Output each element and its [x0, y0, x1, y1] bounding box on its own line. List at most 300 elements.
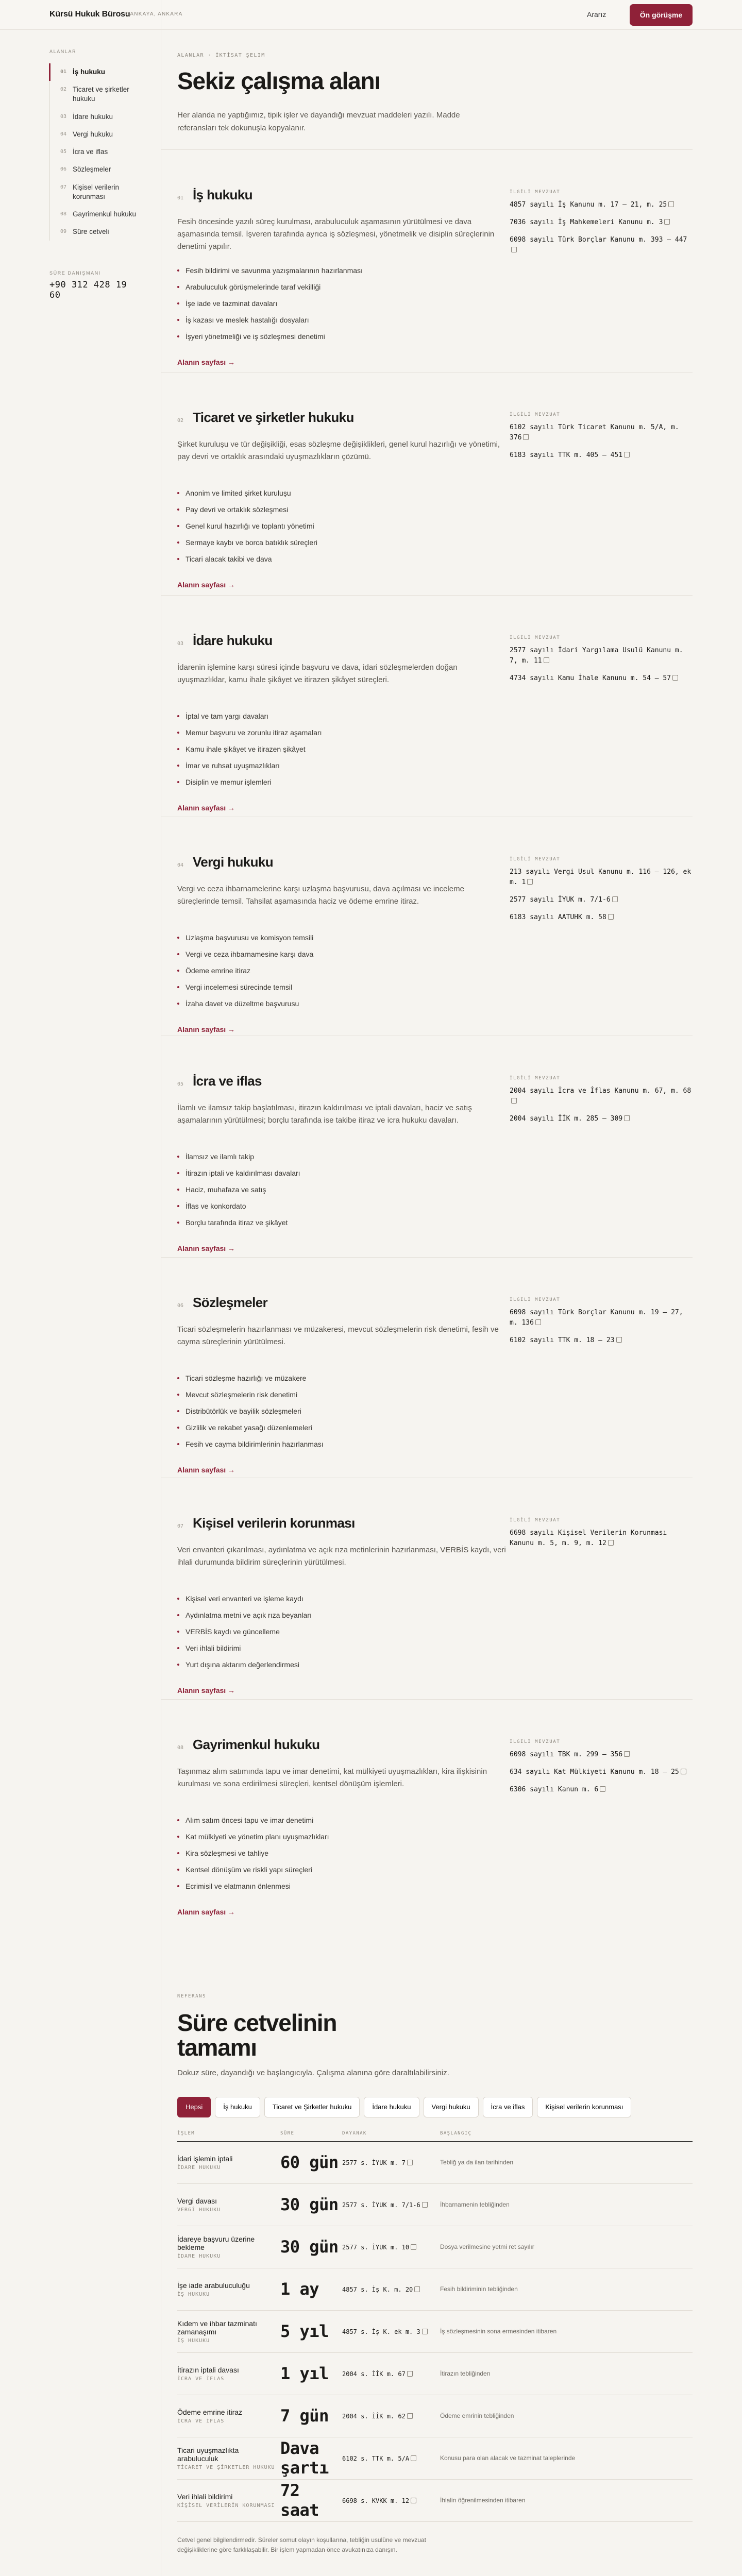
copy-icon[interactable] [668, 201, 674, 207]
durations-caption: REFERANS [177, 1994, 207, 1999]
area-task-item: İşe iade ve tazminat davaları [177, 295, 506, 312]
start-note: Ödeme emrinin tebliğinden [440, 2412, 514, 2420]
filter-tab[interactable]: Kişisel verilerin korunması [537, 2097, 631, 2117]
sidebar-phone-caption: SÜRE DANIŞMANI [49, 270, 101, 276]
copy-icon[interactable] [681, 1769, 686, 1774]
table-row [177, 2395, 693, 2437]
cell-basis [342, 2226, 440, 2268]
action-title: İtirazın iptali davası [177, 2365, 239, 2374]
action-area: İDARE HUKUKU [177, 2253, 221, 2259]
area-task-item: Kentsel dönüşüm ve riskli yapı süreçleri [177, 1861, 506, 1878]
table-row [177, 2141, 693, 2183]
law-reference-text: 2577 sayılı İdari Yargılama Usulü Kanunu m. 7, m. 11 [510, 647, 683, 665]
sidebar-item-number: 04 [60, 131, 67, 137]
area-task-item: Haciz, muhafaza ve satış [177, 1181, 506, 1198]
duration-table-section [177, 1994, 693, 2555]
law-reference-text: 7036 sayılı İş Mahkemeleri Kanunu m. 3 [510, 218, 663, 227]
area-task-item: Ecrimisil ve elatmanın önlenmesi [177, 1878, 506, 1894]
area-page-link[interactable]: Alanın sayfası → [177, 1908, 235, 1916]
area-task-item: İptal ve tam yargı davaları [177, 708, 506, 724]
table-row [177, 2437, 693, 2479]
page-lead: Her alanda ne yaptığımız, tipik işler ve dayandığı mevzuat maddeleri yazılı. Madde referansları tek dokunuşla kopyalanır. [177, 111, 460, 132]
area-task-item: Sermaye kaybı ve borca batıklık süreçleri [177, 534, 506, 551]
cell-action [177, 2141, 280, 2183]
area-title: Vergi hukuku [193, 854, 274, 870]
law-reference[interactable] [510, 1335, 693, 1346]
related-law-caption: İLGİLİ MEVZUAT [510, 1518, 561, 1523]
sidebar-list [49, 63, 140, 241]
sidebar-item-label: Vergi hukuku [73, 130, 113, 138]
area-task-item: VERBİS kaydı ve güncelleme [177, 1623, 506, 1640]
sidebar-item-label: İş hukuku [73, 68, 106, 76]
cell-start [440, 2352, 693, 2395]
area-number: 01 [177, 195, 184, 201]
filter-tabs [177, 2097, 693, 2117]
copy-icon[interactable] [624, 1751, 630, 1757]
cell-action [177, 2395, 280, 2437]
law-reference-text: 4857 sayılı İş Kanunu m. 17 – 21, m. 25 [510, 201, 667, 209]
sidebar-item-number: 03 [60, 113, 67, 120]
sidebar-phone-number[interactable]: +90 312 428 19 60 [49, 280, 127, 301]
practice-area-section [161, 1478, 693, 1699]
area-task-item: İlamsız ve ilamlı takip [177, 1148, 506, 1165]
related-law-list [510, 1518, 693, 1556]
law-reference-text: 6098 sayılı Türk Borçlar Kanunu m. 19 – 27, m. 136 [510, 1309, 683, 1327]
sidebar-phone-block [49, 270, 140, 300]
related-law-caption: İLGİLİ MEVZUAT [510, 1297, 561, 1302]
area-task-item: Kira sözleşmesi ve tahliye [177, 1845, 506, 1861]
basis-reference[interactable]: 2577 s. İYUK m. 10 [342, 2244, 410, 2251]
duration-value: 60 gün [280, 2153, 339, 2173]
filter-tab[interactable]: Hepsi [177, 2097, 211, 2117]
table-row [177, 2352, 693, 2395]
action-title: Vergi davası [177, 2196, 217, 2205]
column-header: SÜRE [280, 2131, 342, 2142]
copy-icon[interactable] [544, 657, 549, 663]
area-task-list [177, 1590, 506, 1673]
area-number: 04 [177, 862, 184, 868]
table-header-row [177, 2131, 693, 2142]
filter-tab[interactable]: Vergi hukuku [424, 2097, 479, 2117]
area-task-item: Gizlilik ve rekabet yasağı düzenlemeleri [177, 1419, 506, 1436]
law-reference[interactable] [510, 1767, 693, 1777]
area-title: Gayrimenkul hukuku [193, 1737, 320, 1752]
filter-tab[interactable]: Ticaret ve Şirketler hukuku [264, 2097, 360, 2117]
sidebar-item[interactable] [50, 206, 140, 223]
brand-logo-text[interactable]: Kürsü Hukuk Bürosu [49, 10, 130, 19]
law-reference[interactable] [510, 1750, 693, 1760]
cell-duration [280, 2310, 342, 2352]
area-task-item: İzaha davet ve düzeltme başvurusu [177, 995, 506, 1012]
copy-icon[interactable] [411, 2244, 416, 2250]
related-law-caption: İLGİLİ MEVZUAT [510, 412, 561, 417]
sidebar-item-label: Ticaret ve şirketler hukuku [73, 86, 129, 103]
practice-area-section [161, 817, 693, 1038]
copy-icon[interactable] [511, 1098, 517, 1104]
law-reference-text: 634 sayılı Kat Mülkiyeti Kanunu m. 18 – 25 [510, 1768, 679, 1776]
copy-icon[interactable] [600, 1786, 605, 1792]
area-description: Taşınmaz alım satımında tapu ve imar denetimi, kat mülkiyeti uyuşmazlıkları, kira ilişkisinin kurulması ve sona erdirilmesi süreçleri, kentsel dönüşüm işlemleri. [177, 1767, 487, 1788]
sidebar-item-number: 06 [60, 166, 67, 173]
area-description: İdarenin işlemine karşı süresi içinde başvuru ve dava, idari sözleşmelerden doğan uyuşmazlıklar, kamu ihale şikâyet ve itirazen şikâyet süreçleri. [177, 663, 458, 684]
start-note: Fesih bildiriminin tebliğinden [440, 2285, 518, 2293]
cell-duration [280, 2183, 342, 2226]
area-task-item: Aydınlatma metni ve açık rıza beyanları [177, 1607, 506, 1623]
area-task-list [177, 485, 506, 567]
area-task-item: Uzlaşma başvurusu ve komisyon temsili [177, 929, 506, 946]
area-task-list [177, 1148, 506, 1231]
action-title: Veri ihlali bildirimi [177, 2492, 233, 2501]
area-page-link[interactable]: Alanın sayfası → [177, 358, 235, 366]
duration-value: 5 yıl [280, 2321, 329, 2342]
area-description: Vergi ve ceza ihbarnamelerine karşı uzlaşma başvurusu, dava açılması ve inceleme süreçlerinde temsil. Tahsilat aşamasında haciz ve ödeme emrine itiraz. [177, 885, 464, 906]
page-title: Sekiz çalışma alanı [177, 67, 381, 94]
area-task-item: İmar ve ruhsat uyuşmazlıkları [177, 757, 506, 774]
area-task-item: İflas ve konkordato [177, 1198, 506, 1214]
sidebar-item-label: İcra ve iflas [73, 148, 108, 156]
cell-basis [342, 2395, 440, 2437]
area-task-item: Disiplin ve memur işlemleri [177, 774, 506, 790]
area-task-item: Ödeme emrine itiraz [177, 962, 506, 979]
cell-action [177, 2226, 280, 2268]
cell-action [177, 2183, 280, 2226]
area-description: Fesih öncesinde yazılı süreç kurulması, arabuluculuk aşamasının yürütülmesi ve dava aşamasında temsil. İşveren tarafında ayrıca iş sözleşmesi, yönetmelik ve disiplin süreçlerinin denetimi yapılır. [177, 217, 495, 251]
sidebar-item-label: İdare hukuku [73, 112, 113, 121]
area-title: Ticaret ve şirketler hukuku [193, 410, 354, 425]
duration-table [177, 2131, 693, 2522]
cell-duration [280, 2352, 342, 2395]
cell-duration [280, 2141, 342, 2183]
area-task-item: Vergi incelemesi sürecinde temsil [177, 979, 506, 995]
action-area: İCRA VE İFLAS [177, 2376, 225, 2382]
area-number: 02 [177, 418, 184, 423]
area-task-item: Kişisel veri envanteri ve işleme kaydı [177, 1590, 506, 1607]
area-task-item: Fesih bildirimi ve savunma yazışmalarının hazırlanması [177, 262, 506, 279]
cell-duration [280, 2268, 342, 2310]
related-law-list [510, 1739, 693, 1802]
sidebar-item-label: Süre cetveli [73, 228, 109, 236]
area-task-item: Memur başvuru ve zorunlu itiraz aşamaları [177, 724, 506, 741]
table-row [177, 2479, 693, 2521]
area-number: 07 [177, 1523, 184, 1529]
copy-icon[interactable] [527, 879, 533, 885]
law-reference-text: 6698 sayılı Kişisel Verilerin Korunması Kanunu m. 5, m. 9, m. 12 [510, 1529, 667, 1548]
area-task-item: Arabuluculuk görüşmelerinde taraf vekilliği [177, 279, 506, 295]
duration-value: Dava şartı [280, 2438, 329, 2478]
duration-value: 1 ay [280, 2279, 319, 2299]
related-law-caption: İLGİLİ MEVZUAT [510, 635, 561, 640]
call-link[interactable]: Ararız [587, 10, 606, 19]
area-task-item: Kat mülkiyeti ve yönetim planı uyuşmazlıkları [177, 1828, 506, 1845]
copy-icon[interactable] [422, 2202, 428, 2208]
cell-start [440, 2310, 693, 2352]
start-note: İtirazın tebliğinden [440, 2370, 491, 2378]
area-task-list [177, 1812, 506, 1894]
column-header: DAYANAK [342, 2131, 440, 2142]
law-reference[interactable] [510, 1528, 693, 1549]
cell-start [440, 2183, 693, 2226]
area-title: Sözleşmeler [193, 1295, 268, 1310]
filter-tab[interactable]: İdare hukuku [364, 2097, 419, 2117]
related-law-list [510, 190, 693, 263]
cell-action [177, 2352, 280, 2395]
cell-basis [342, 2183, 440, 2226]
related-law-list [510, 635, 693, 691]
area-page-link[interactable]: Alanın sayfası → [177, 1025, 235, 1033]
area-task-list [177, 262, 506, 345]
area-task-item: Fesih ve cayma bildirimlerinin hazırlanması [177, 1436, 506, 1452]
area-task-list [177, 708, 506, 790]
brand-location: ÇANKAYA, ANKARA [126, 11, 183, 17]
law-reference[interactable] [510, 217, 693, 228]
area-task-item: Anonim ve limited şirket kuruluşu [177, 485, 506, 501]
area-number: 05 [177, 1081, 184, 1087]
copy-icon[interactable] [624, 452, 630, 457]
action-title: Ticari uyuşmazlıkta arabuluculuk [177, 2446, 239, 2463]
area-page-link[interactable]: Alanın sayfası → [177, 1686, 235, 1694]
related-law-caption: İLGİLİ MEVZUAT [510, 857, 561, 862]
practice-area-section [161, 372, 693, 594]
sidebar-item-label: Sözleşmeler [73, 165, 111, 174]
copy-icon[interactable] [414, 2286, 420, 2292]
sidebar-item-number: 09 [60, 229, 67, 235]
start-note: İhbarnamenin tebliğinden [440, 2201, 510, 2209]
related-law-caption: İLGİLİ MEVZUAT [510, 1739, 561, 1744]
area-page-link[interactable]: Alanın sayfası → [177, 804, 235, 812]
basis-reference[interactable]: 2004 s. İİK m. 62 [342, 2413, 406, 2420]
cell-duration [280, 2437, 342, 2479]
related-law-list [510, 1297, 693, 1353]
cell-action [177, 2437, 280, 2479]
area-task-item: Borçlu tarafında itiraz ve şikâyet [177, 1214, 506, 1231]
practice-area-section [161, 595, 693, 817]
area-number: 06 [177, 1303, 184, 1309]
sidebar-item-number: 02 [60, 87, 67, 93]
related-law-caption: İLGİLİ MEVZUAT [510, 190, 561, 195]
action-area: İDARE HUKUKU [177, 2164, 221, 2171]
law-reference-text: 6183 sayılı TTK m. 405 – 451 [510, 451, 623, 460]
copy-icon[interactable] [411, 2455, 416, 2461]
law-reference[interactable] [510, 422, 693, 443]
cell-basis [342, 2437, 440, 2479]
area-title: Kişisel verilerin korunması [193, 1515, 355, 1531]
action-area: VERGİ HUKUKU [177, 2207, 221, 2213]
cell-basis [342, 2310, 440, 2352]
cell-duration [280, 2479, 342, 2521]
duration-value: 30 gün [280, 2237, 339, 2257]
area-description: Ticari sözleşmelerin hazırlanması ve müzakeresi, mevcut sözleşmelerin risk denetimi, fesih ve cayma süreçlerinin yürütülmesi. [177, 1325, 499, 1346]
law-reference-text: 6306 sayılı Kanun m. 6 [510, 1786, 599, 1794]
copy-icon[interactable] [624, 1115, 630, 1121]
related-law-list [510, 412, 693, 468]
areas-sidebar [49, 49, 140, 300]
basis-reference[interactable]: 2577 s. İYUK m. 7 [342, 2159, 406, 2167]
practice-area-section [161, 149, 693, 371]
law-reference[interactable] [510, 200, 693, 210]
area-description: Veri envanteri çıkarılması, aydınlatma ve açık rıza metinlerinin hazırlanması, VERBİS kaydı, veri ihlali durumunda bildirim süreçlerinin yürütülmesi. [177, 1546, 506, 1567]
sidebar-item[interactable] [50, 108, 140, 126]
table-row [177, 2268, 693, 2310]
law-reference[interactable] [510, 235, 693, 256]
sidebar-item[interactable] [49, 63, 140, 81]
start-note: Dosya verilmesine yetmi ret sayılır [440, 2243, 534, 2251]
area-description: İlamlı ve ilamsız takip başlatılması, itirazın kaldırılması ve iptali davaları, haciz ve satış aşamalarının yürütülmesi; borçlu tarafında ise takibe itiraz ve icra hukuku davaları. [177, 1104, 472, 1125]
law-reference[interactable] [510, 646, 693, 666]
duration-value: 1 yıl [280, 2364, 329, 2384]
cell-start [440, 2141, 693, 2183]
copy-icon[interactable] [612, 896, 618, 902]
durations-note: Cetvel genel bilgilendirmedir. Süreler somut olayın koşullarına, tebliğin usulüne ve mevzuat değişikliklerine göre farklılaşabilir. Bir işlem yapmadan önce avukatınıza danışın. [177, 2536, 426, 2553]
law-reference-text: 6102 sayılı TTK m. 18 – 23 [510, 1336, 615, 1345]
area-task-item: Ticari sözleşme hazırlığı ve müzakere [177, 1370, 506, 1386]
area-task-item: Vergi ve ceza ihbarnamesine karşı dava [177, 946, 506, 962]
area-number: 08 [177, 1745, 184, 1751]
cell-action [177, 2479, 280, 2521]
action-title: İdareye başvuru üzerine bekleme [177, 2234, 255, 2251]
law-reference[interactable] [510, 1114, 693, 1124]
copy-icon[interactable] [422, 2329, 428, 2334]
area-task-list [177, 929, 506, 1012]
sidebar-item[interactable] [50, 223, 140, 241]
action-area: İCRA VE İFLAS [177, 2418, 225, 2424]
area-page-link[interactable]: Alanın sayfası → [177, 1466, 235, 1474]
action-area: İŞ HUKUKU [177, 2337, 210, 2344]
sidebar-item-number: 01 [60, 69, 67, 75]
column-header: İŞLEM [177, 2131, 280, 2142]
law-reference[interactable] [510, 867, 693, 888]
area-task-item: İtirazın iptali ve kaldırılması davaları [177, 1165, 506, 1181]
start-note: İş sözleşmesinin sona ermesinden itibaren [440, 2328, 557, 2335]
sidebar-item-number: 08 [60, 211, 67, 217]
action-title: Kıdem ve ihbar tazminatı zamanaşımı [177, 2319, 257, 2336]
area-task-item: Genel kurul hazırlığı ve toplantı yönetimi [177, 518, 506, 534]
cell-start [440, 2437, 693, 2479]
area-task-item: İş kazası ve meslek hastalığı dosyaları [177, 312, 506, 328]
law-reference[interactable] [510, 450, 693, 461]
area-task-item: Pay devri ve ortaklık sözleşmesi [177, 501, 506, 518]
table-row [177, 2226, 693, 2268]
copy-icon[interactable] [407, 2371, 413, 2377]
practice-area-section [161, 1699, 693, 1921]
start-note: Konusu para olan alacak ve tazminat taleplerinde [440, 2454, 576, 2462]
area-task-item: Veri ihlali bildirimi [177, 1640, 506, 1656]
copy-icon[interactable] [407, 2160, 413, 2165]
table-row [177, 2183, 693, 2226]
action-area: İŞ HUKUKU [177, 2291, 210, 2297]
cell-basis [342, 2352, 440, 2395]
related-law-list [510, 1076, 693, 1131]
cell-action [177, 2310, 280, 2352]
start-note: İhlalin öğrenilmesinden itibaren [440, 2497, 526, 2504]
copy-icon[interactable] [616, 1337, 622, 1343]
basis-reference[interactable]: 6698 s. KVKK m. 12 [342, 2497, 410, 2505]
start-note: Tebliğ ya da ilan tarihinden [440, 2159, 514, 2166]
copy-icon[interactable] [511, 247, 517, 252]
copy-icon[interactable] [535, 1319, 541, 1325]
area-page-link[interactable]: Alanın sayfası → [177, 1244, 235, 1252]
sidebar-item[interactable] [50, 143, 140, 161]
sidebar-item-number: 05 [60, 149, 67, 155]
area-number: 03 [177, 641, 184, 647]
copy-icon[interactable] [608, 914, 614, 920]
area-task-item: Alım satım öncesi tapu ve imar denetimi [177, 1812, 506, 1828]
sidebar-item-label: Kişisel verilerin korunması [73, 183, 120, 200]
law-reference-text: 4734 sayılı Kamu İhale Kanunu m. 54 – 57 [510, 674, 671, 683]
basis-reference[interactable]: 4857 s. İş K. ek m. 3 [342, 2328, 420, 2336]
law-reference-text: 2004 sayılı İİK m. 285 – 309 [510, 1115, 623, 1123]
durations-lead: Dokuz süre, dayandığı ve başlangıcıyla. Çalışma alanına göre daraltılabilirsiniz. [177, 2068, 449, 2077]
law-reference-text: 6098 sayılı Türk Borçlar Kanunu m. 393 – 447 [510, 236, 687, 244]
law-reference[interactable] [510, 1785, 693, 1795]
duration-value: 7 gün [280, 2406, 329, 2426]
basis-reference[interactable]: 4857 s. İş K. m. 20 [342, 2286, 413, 2294]
copy-icon[interactable] [523, 434, 529, 440]
cell-start [440, 2479, 693, 2521]
action-title: İdari işlemin iptali [177, 2154, 233, 2163]
law-reference-text: 6098 sayılı TBK m. 299 – 356 [510, 1751, 623, 1758]
basis-reference[interactable]: 2577 s. İYUK m. 7/1-6 [342, 2201, 420, 2209]
copy-icon[interactable] [672, 675, 678, 681]
basis-reference[interactable]: 2004 s. İİK m. 67 [342, 2370, 406, 2378]
column-header: BAŞLANGIÇ [440, 2131, 693, 2142]
law-reference[interactable] [510, 1308, 693, 1328]
cell-duration [280, 2395, 342, 2437]
sidebar-item[interactable] [50, 161, 140, 178]
area-title: İş hukuku [193, 187, 252, 202]
related-law-list [510, 857, 693, 930]
law-reference[interactable] [510, 1086, 693, 1107]
law-reference-text: 213 sayılı Vergi Usul Kanunu m. 116 – 126, ek m. 1 [510, 868, 692, 887]
sidebar-item-label: Gayrimenkul hukuku [73, 210, 137, 218]
cell-action [177, 2268, 280, 2310]
area-task-item: Kamu ihale şikâyet ve itirazen şikâyet [177, 741, 506, 757]
sidebar-item[interactable] [50, 179, 140, 206]
copy-icon[interactable] [407, 2413, 413, 2419]
area-task-item: Distribütörlük ve bayilik sözleşmeleri [177, 1403, 506, 1419]
sidebar-item[interactable] [50, 81, 140, 108]
basis-reference[interactable]: 6102 s. TTK m. 5/A [342, 2455, 410, 2463]
copy-icon[interactable] [664, 219, 670, 225]
area-task-item: Ticari alacak takibi ve dava [177, 551, 506, 567]
area-title: İdare hukuku [193, 633, 273, 648]
sidebar-item[interactable] [50, 126, 140, 143]
area-task-list [177, 1370, 506, 1452]
law-reference[interactable] [510, 912, 693, 923]
action-title: İşe iade arabuluculuğu [177, 2281, 250, 2290]
copy-icon[interactable] [608, 1540, 614, 1546]
area-task-item: Mevcut sözleşmelerin risk denetimi [177, 1386, 506, 1403]
sidebar-item-number: 07 [60, 184, 67, 190]
cell-start [440, 2268, 693, 2310]
action-title: Ödeme emrine itiraz [177, 2408, 243, 2416]
cell-start [440, 2226, 693, 2268]
law-reference[interactable] [510, 895, 693, 905]
area-page-link[interactable]: Alanın sayfası → [177, 581, 235, 589]
filter-tab[interactable]: İcra ve iflas [483, 2097, 533, 2117]
duration-value: 72 saat [280, 2481, 319, 2520]
law-reference-text: 2004 sayılı İcra ve İflas Kanunu m. 67, m. 68 [510, 1087, 692, 1095]
area-title: İcra ve iflas [193, 1073, 262, 1089]
sidebar-caption: ALANLAR [49, 49, 77, 54]
consultation-button[interactable]: Ön görüşme [630, 4, 693, 26]
law-reference-text: 2577 sayılı İYUK m. 7/1-6 [510, 896, 611, 904]
copy-icon[interactable] [411, 2498, 416, 2503]
law-reference[interactable] [510, 673, 693, 684]
cell-start [440, 2395, 693, 2437]
durations-title: Süre cetvelinin tamamı [177, 2009, 337, 2061]
filter-tab[interactable]: İş hukuku [215, 2097, 260, 2117]
cell-basis [342, 2479, 440, 2521]
